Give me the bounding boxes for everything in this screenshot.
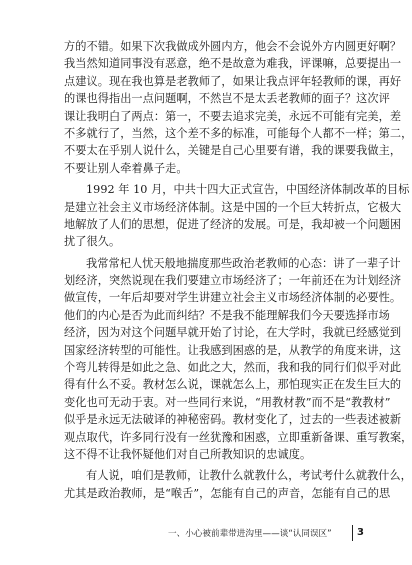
text-line: 扰了很久。 — [64, 235, 121, 249]
text-line: 得有什么不妥。教材怎么说，课就怎么上，那怕现实正在发生巨大的 — [64, 378, 402, 392]
text-line: 1992 年 10 月，中共十四大正式宣告，中国经济体制改革的目标 — [86, 183, 410, 197]
text-line: 他们的内心是否为此而纠结？不是我不能理解我们今天要选择市场 — [64, 308, 390, 322]
text-line: 似乎是永远无法破译的神秘密码。教材变化了，过去的一些表述被新 — [64, 413, 402, 427]
text-line: 个弯儿转得是如此之急、如此之大，然而，我和我的同行们似乎对此 — [64, 361, 402, 375]
text-line: 的课也得指出一点问题啊，不然岂不是太丢老教师的面子？这次评 — [64, 92, 390, 106]
text-line: 地解放了人们的思想，促进了经济的发展。可是，我却被一个问题困 — [64, 217, 402, 231]
running-footer-title: 一、小心被前辈带进沟里——谈“认同误区” — [168, 529, 332, 539]
footer-divider — [352, 525, 353, 541]
page-number: 3 — [357, 527, 364, 538]
text-line: 课让我明白了两点：第一，不要去追求完美，永远不可能有完美，差 — [64, 109, 402, 123]
text-line: 是建立社会主义市场经济体制。这是中国的一个巨大转折点，它极大 — [64, 200, 402, 214]
page-body-text — [64, 38, 412, 502]
text-line: 我当然知道同事没有恶意，绝不是故意为难我，评课嘛，总要提出一 — [64, 57, 402, 71]
text-line: 划经济，突然说现在我们要建立市场经济了；一年前还在为计划经济 — [64, 274, 402, 288]
text-line: 不多就行了，当然，这个差不多的标准，可能每个人都不一样；第二， — [64, 126, 412, 140]
text-line: 方的不错。如果下次我做成外圆内方，他会不会说外方内圆更好啊？ — [64, 40, 402, 53]
text-line: 不要太在乎别人说什么，关键是自己心里要有谱，我的课要我做主， — [64, 144, 402, 158]
text-line: 点建议。现在我也算是老教师了，如果让我点评年轻教师的课，再好 — [64, 74, 402, 88]
page-footer — [0, 527, 400, 545]
text-line: 变化也可无动于衷。对一些同行来说，“用教材教”而不是“教教材” — [64, 395, 391, 409]
text-line: 尤其是政治教师，是“喉舌”，怎能有自己的声音，怎能有自己的思 — [64, 486, 391, 500]
text-line: 做宣传，一年后却要对学生讲建立社会主义市场经济体制的必要性。 — [64, 291, 402, 305]
text-line: 我常常杞人忧天般地揣度那些政治老教师的心态：讲了一辈子计 — [86, 256, 401, 270]
text-line: 观点取代，许多同行没有一丝犹豫和困惑，立即重新备课、重写教案， — [64, 430, 412, 444]
text-line: 这不得不让我怀疑他们对自己所教知识的忠诚度。 — [64, 447, 312, 461]
text-line: 有人说，咱们是教师，让教什么就教什么，考试考什么就教什么， — [86, 469, 412, 483]
text-line: 不要让别人牵着鼻子走。 — [64, 161, 188, 175]
text-line: 经济，因为对这个问题早就开始了讨论，在大学时，我就已经感觉到 — [64, 326, 402, 340]
text-line: 国家经济转型的可能性。让我感到困惑的是，从教学的角度来讲，这 — [64, 343, 402, 357]
